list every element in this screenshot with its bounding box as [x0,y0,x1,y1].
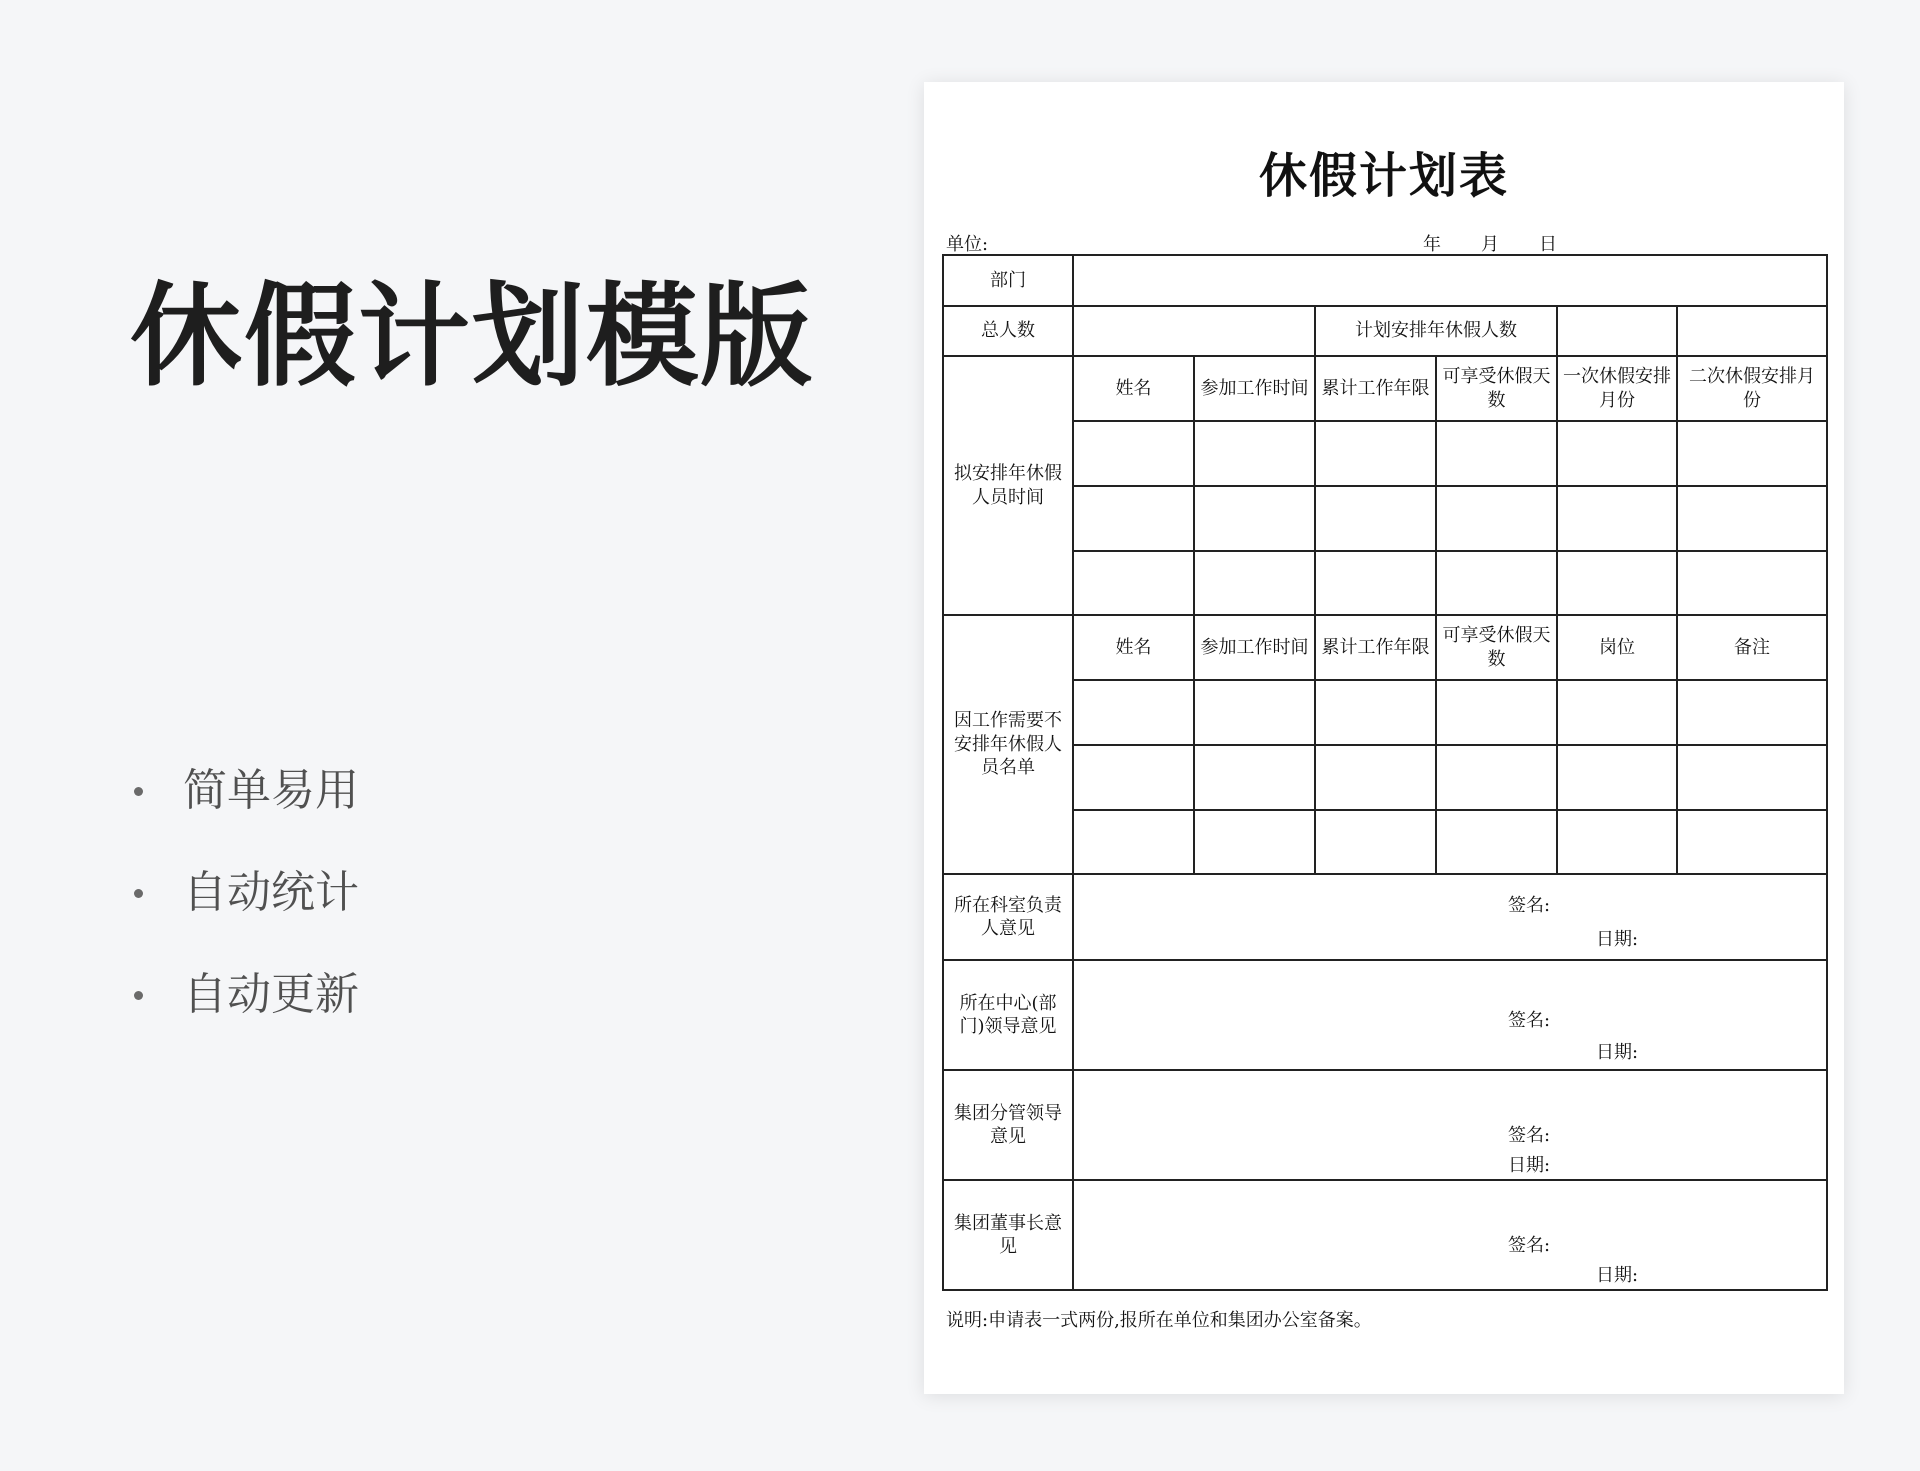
column-header: 可享受休假天数 [1436,615,1557,680]
column-header: 二次休假安排月份 [1677,356,1827,421]
department-value [1073,255,1827,306]
department-label: 部门 [943,255,1073,306]
column-header: 姓名 [1073,615,1194,680]
opinion-field [1073,1180,1827,1290]
table-row [943,421,1827,486]
unit-label: 单位: [946,234,989,255]
planned-count-extra [1677,306,1827,356]
hero-title: 休假计划模版 [130,272,814,402]
section2-label: 因工作需要不安排年休假人员名单 [943,615,1073,874]
date-label: 日期: [1596,1265,1639,1286]
footer-note: 说明:申请表一式两份,报所在单位和集团办公室备案。 [946,1310,1372,1331]
column-header: 备注 [1677,615,1827,680]
sign-label: 签名: [1508,895,1551,916]
column-header: 参加工作时间 [1194,615,1315,680]
document-title: 休假计划表 [1258,148,1509,204]
table-row [943,486,1827,551]
opinion-label: 集团分管领导意见 [943,1070,1073,1180]
opinion-label: 集团董事长意见 [943,1180,1073,1290]
feature-item [130,740,359,842]
section1-label: 拟安排年休假人员时间 [943,356,1073,615]
planned-count-label: 计划安排年休假人数 [1315,306,1557,356]
table-row [943,551,1827,615]
document-preview [924,82,1844,1394]
column-header: 可享受休假天数 [1436,356,1557,421]
bullet-icon [134,787,143,796]
sign-label: 签名: [1508,1010,1551,1031]
column-header: 累计工作年限 [1315,356,1436,421]
opinion-field [1073,1070,1827,1180]
date-year: 年 [1423,234,1441,255]
bullet-icon [134,991,143,1000]
column-header: 岗位 [1557,615,1677,680]
feature-label: 自动统计 [183,867,359,918]
feature-list [130,740,359,1046]
date-header [1423,230,1597,256]
planned-count-value [1557,306,1677,356]
feature-label: 自动更新 [183,969,359,1020]
table-row [943,810,1827,874]
total-label: 总人数 [943,306,1073,356]
table-row [943,680,1827,745]
total-value [1073,306,1315,356]
opinion-label: 所在科室负责人意见 [943,874,1073,960]
date-month: 月 [1481,234,1499,255]
feature-item [130,842,359,944]
date-label: 日期: [1596,929,1639,950]
date-label: 日期: [1508,1155,1551,1176]
sign-label: 签名: [1508,1125,1551,1146]
column-header: 累计工作年限 [1315,615,1436,680]
opinion-field [1073,874,1827,960]
sign-label: 签名: [1508,1235,1551,1256]
date-day: 日 [1539,234,1557,255]
feature-label: 简单易用 [183,765,359,816]
opinion-field [1073,960,1827,1070]
table-row [943,745,1827,810]
feature-item [130,944,359,1046]
column-header: 参加工作时间 [1194,356,1315,421]
column-header: 姓名 [1073,356,1194,421]
column-header: 一次休假安排月份 [1557,356,1677,421]
opinion-label: 所在中心(部门)领导意见 [943,960,1073,1070]
vacation-plan-table [942,254,1828,1291]
date-label: 日期: [1596,1042,1639,1063]
bullet-icon [134,889,143,898]
